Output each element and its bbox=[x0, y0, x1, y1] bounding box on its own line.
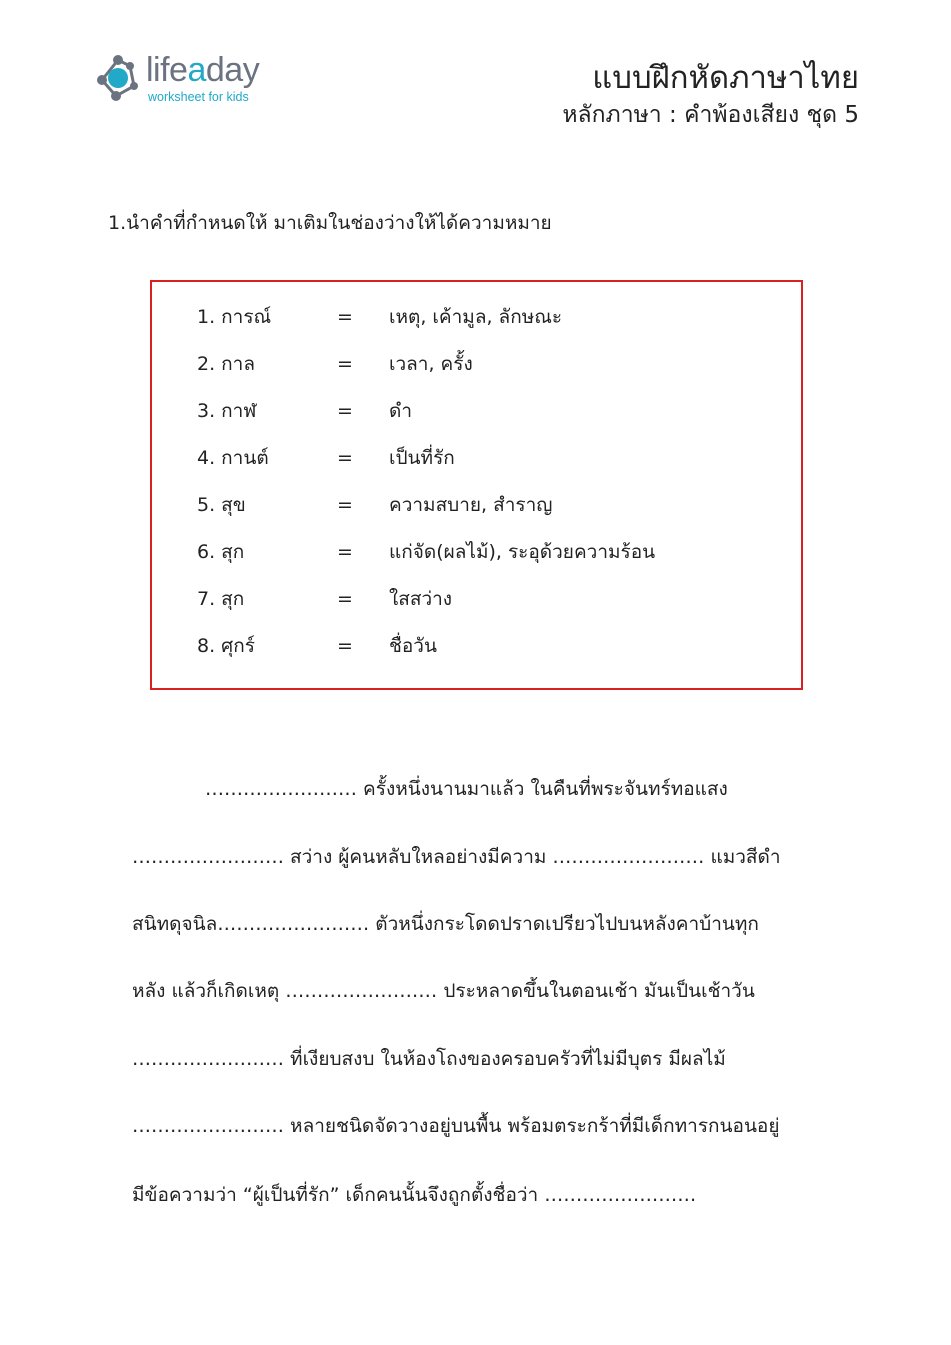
word-term: 7. สุก bbox=[197, 588, 245, 610]
equals-sign: = bbox=[337, 306, 353, 328]
passage-line: …………………… หลายชนิดจัดวางอยู่บนพื้น พร้อมตระกร้าที่มีเด็กทารกนอนอยู่ bbox=[132, 1115, 780, 1137]
equals-sign: = bbox=[337, 494, 353, 516]
word-definition: ชื่อวัน bbox=[389, 635, 437, 657]
word-definition: เวลา, ครั้ง bbox=[389, 353, 473, 375]
equals-sign: = bbox=[337, 541, 353, 563]
word-definition: เป็นที่รัก bbox=[389, 447, 455, 469]
word-definition: ความสบาย, สำราญ bbox=[389, 494, 553, 516]
equals-sign: = bbox=[337, 635, 353, 657]
instruction-text: 1.นำคำที่กำหนดให้ มาเติมในช่องว่างให้ได้ความหมาย bbox=[108, 212, 552, 234]
word-term: 5. สุข bbox=[197, 494, 246, 516]
word-term: 8. ศุกร์ bbox=[197, 635, 255, 657]
passage-line: หลัง แล้วก็เกิดเหตุ …………………… ประหลาดขึ้นในตอนเช้า มันเป็นเช้าวัน bbox=[132, 980, 755, 1002]
word-definition: ดำ bbox=[389, 400, 413, 422]
passage-line: …………………… ครั้งหนึ่งนานมาแล้ว ในคืนที่พระจันทร์ทอแสง bbox=[205, 778, 728, 800]
word-term: 3. กาฬ bbox=[197, 400, 257, 422]
passage-line: …………………… ที่เงียบสงบ ในห้องโถงของครอบครัวที่ไม่มีบุตร มีผลไม้ bbox=[132, 1048, 726, 1070]
word-term: 6. สุก bbox=[197, 541, 245, 563]
lifeaday-logo bbox=[90, 50, 300, 110]
word-term: 2. กาล bbox=[197, 353, 255, 375]
word-definition-box bbox=[150, 280, 803, 690]
word-definition: เหตุ, เค้ามูล, ลักษณะ bbox=[389, 306, 563, 328]
equals-sign: = bbox=[337, 353, 353, 375]
passage-line: สนิทดุจนิล…………………… ตัวหนึ่งกระโดดปราดเปรียวไปบนหลังคาบ้านทุก bbox=[132, 913, 759, 935]
worksheet-subtitle: หลักภาษา : คำพ้องเสียง ชุด 5 bbox=[562, 102, 859, 128]
equals-sign: = bbox=[337, 447, 353, 469]
logo-tagline: worksheet for kids bbox=[148, 90, 249, 104]
word-definition: ใสสว่าง bbox=[389, 588, 453, 610]
word-term: 1. การณ์ bbox=[197, 306, 272, 328]
logo-wordmark: lifeaday bbox=[146, 51, 260, 89]
passage-line: …………………… สว่าง ผู้คนหลับใหลอย่างมีความ …………………… แมวสีดำ bbox=[132, 846, 781, 868]
passage-line: มีข้อความว่า “ผู้เป็นที่รัก” เด็กคนนั้นจึงถูกตั้งชื่อว่า …………………… bbox=[132, 1184, 697, 1206]
equals-sign: = bbox=[337, 588, 353, 610]
equals-sign: = bbox=[337, 400, 353, 422]
molecule-logo-icon bbox=[90, 50, 146, 106]
worksheet-title: แบบฝึกหัดภาษาไทย bbox=[592, 60, 859, 96]
word-term: 4. กานต์ bbox=[197, 447, 269, 469]
word-definition: แก่จัด(ผลไม้), ระอุด้วยความร้อน bbox=[389, 541, 656, 563]
